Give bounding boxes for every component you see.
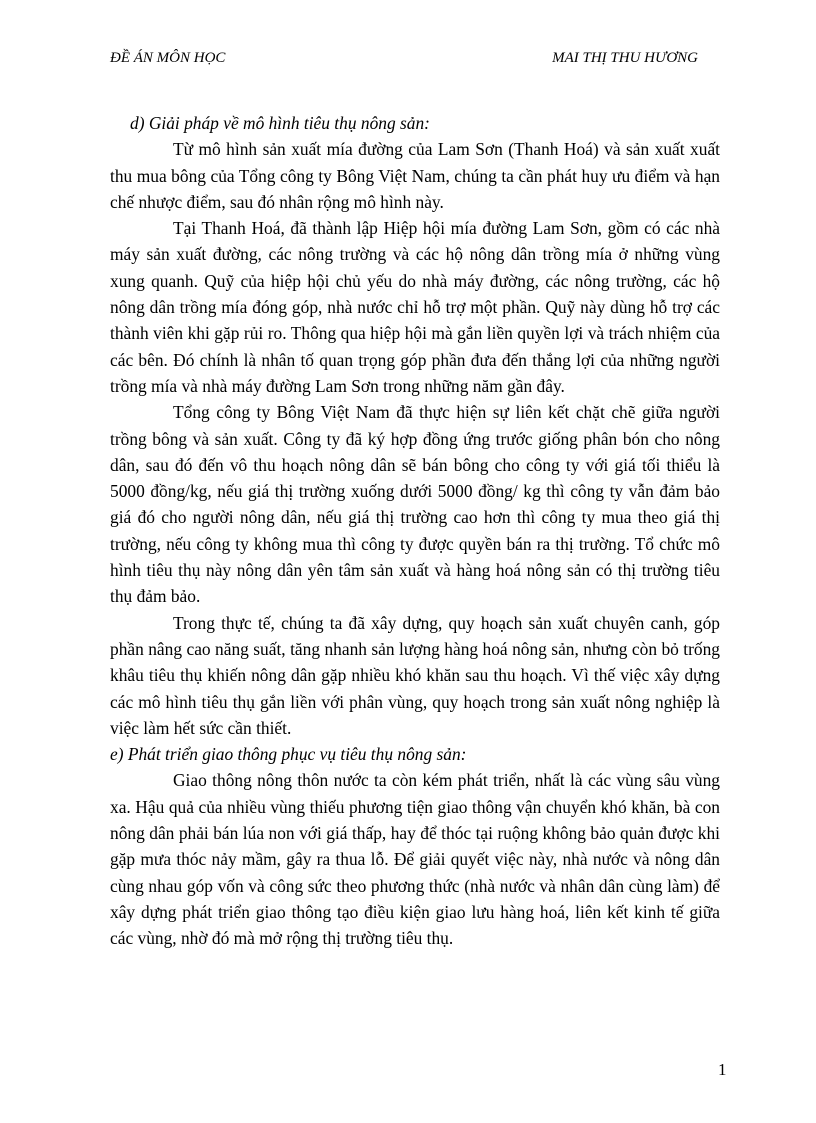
header-author: MAI THỊ THU HƯƠNG [552,50,698,66]
paragraph: Tại Thanh Hoá, đã thành lập Hiệp hội mía đường Lam Sơn, gồm có các nhà máy sản xuất đường, các nông trường và các hộ nông dân trồng mía ở những vùng xung quanh. Quỹ của hiệp hội chủ yếu do nhà máy đường, các nông trường, các hộ nông dân trồng mía đóng góp, nhà nước chỉ hỗ trợ một phần. Quỹ này dùng hỗ trợ các thành viên khi gặp rủi ro. Thông qua hiệp hội mà gắn liền quyền lợi và trách nhiệm của các bên. Đó chính là nhân tố quan trọng góp phần đưa đến thắng lợi của những người trồng mía và nhà máy đường Lam Sơn trong những năm gần đây. [110,218,720,396]
paragraph: Giao thông nông thôn nước ta còn kém phát triển, nhất là các vùng sâu vùng xa. Hậu quả của nhiều vùng thiếu phương tiện giao thông vận chuyển khó khăn, bà con nông dân phải bán lúa non với giá thấp, hay để thóc tại ruộng không bảo quản được khi gặp mưa thóc nảy mầm, gây ra thua lỗ. Để giải quyết việc này, nhà nước và nông dân cùng nhau góp vốn và công sức theo phương thức (nhà nước và nhân dân cùng làm) để xây dựng phát triển giao thông tạo điều kiện giao lưu hàng hoá, liên kết kinh tế giữa các vùng, nhờ đó mà mở rộng thị trường tiêu thụ. [110,770,720,949]
paragraph: Trong thực tế, chúng ta đã xây dựng, quy hoạch sản xuất chuyên canh, góp phần nâng cao năng suất, tăng nhanh sản lượng hàng hoá nông sản, nhưng còn bỏ trống khâu tiêu thụ khiến nông dân gặp nhiều khó khăn sau thu hoạch. Vì thế việc xây dựng các mô hình tiêu thụ gắn liền với phân vùng, quy hoạch trong sản xuất nông nghiệp là việc làm hết sức cần thiết. [110,612,720,738]
page-number: 1 [718,1060,727,1079]
paragraph: Từ mô hình sản xuất mía đường của Lam Sơn (Thanh Hoá) và sản xuất xuất thu mua bông của Tổng công ty Bông Việt Nam, chúng ta cần phát huy ưu điểm và hạn chế nhược điểm, sau đó nhân rộng mô hình này. [110,139,720,212]
document-body [110,110,720,952]
section-heading-d: d) Giải pháp về mô hình tiêu thụ nông sản: [130,113,430,133]
paragraph: Tổng công ty Bông Việt Nam đã thực hiện sự liên kết chặt chẽ giữa người trồng bông và sản xuất. Công ty đã ký hợp đồng ứng trước giống phân bón cho nông dân, sau đó đến vô thu hoạch nông dân sẽ bán bông cho công ty với giá tối thiểu là 5000 đồng/kg, nếu giá thị trường xuống dưới 5000 đồng/ kg thì công ty vẫn đảm bảo giá đó cho người nông dân, nếu giá thị trường cao hơn thì công ty mua theo giá thị trường, nếu công ty không mua thì công ty được quyền bán ra thị trường. Tổ chức mô hình tiêu thụ này nông dân yên tâm sản xuất và hàng hoá nông sản có thị trường tiêu thụ đảm bảo. [110,402,720,607]
section-heading-e: e) Phát triển giao thông phục vụ tiêu thụ nông sản: [110,744,467,765]
header-title: ĐỀ ÁN MÔN HỌC [110,50,226,66]
